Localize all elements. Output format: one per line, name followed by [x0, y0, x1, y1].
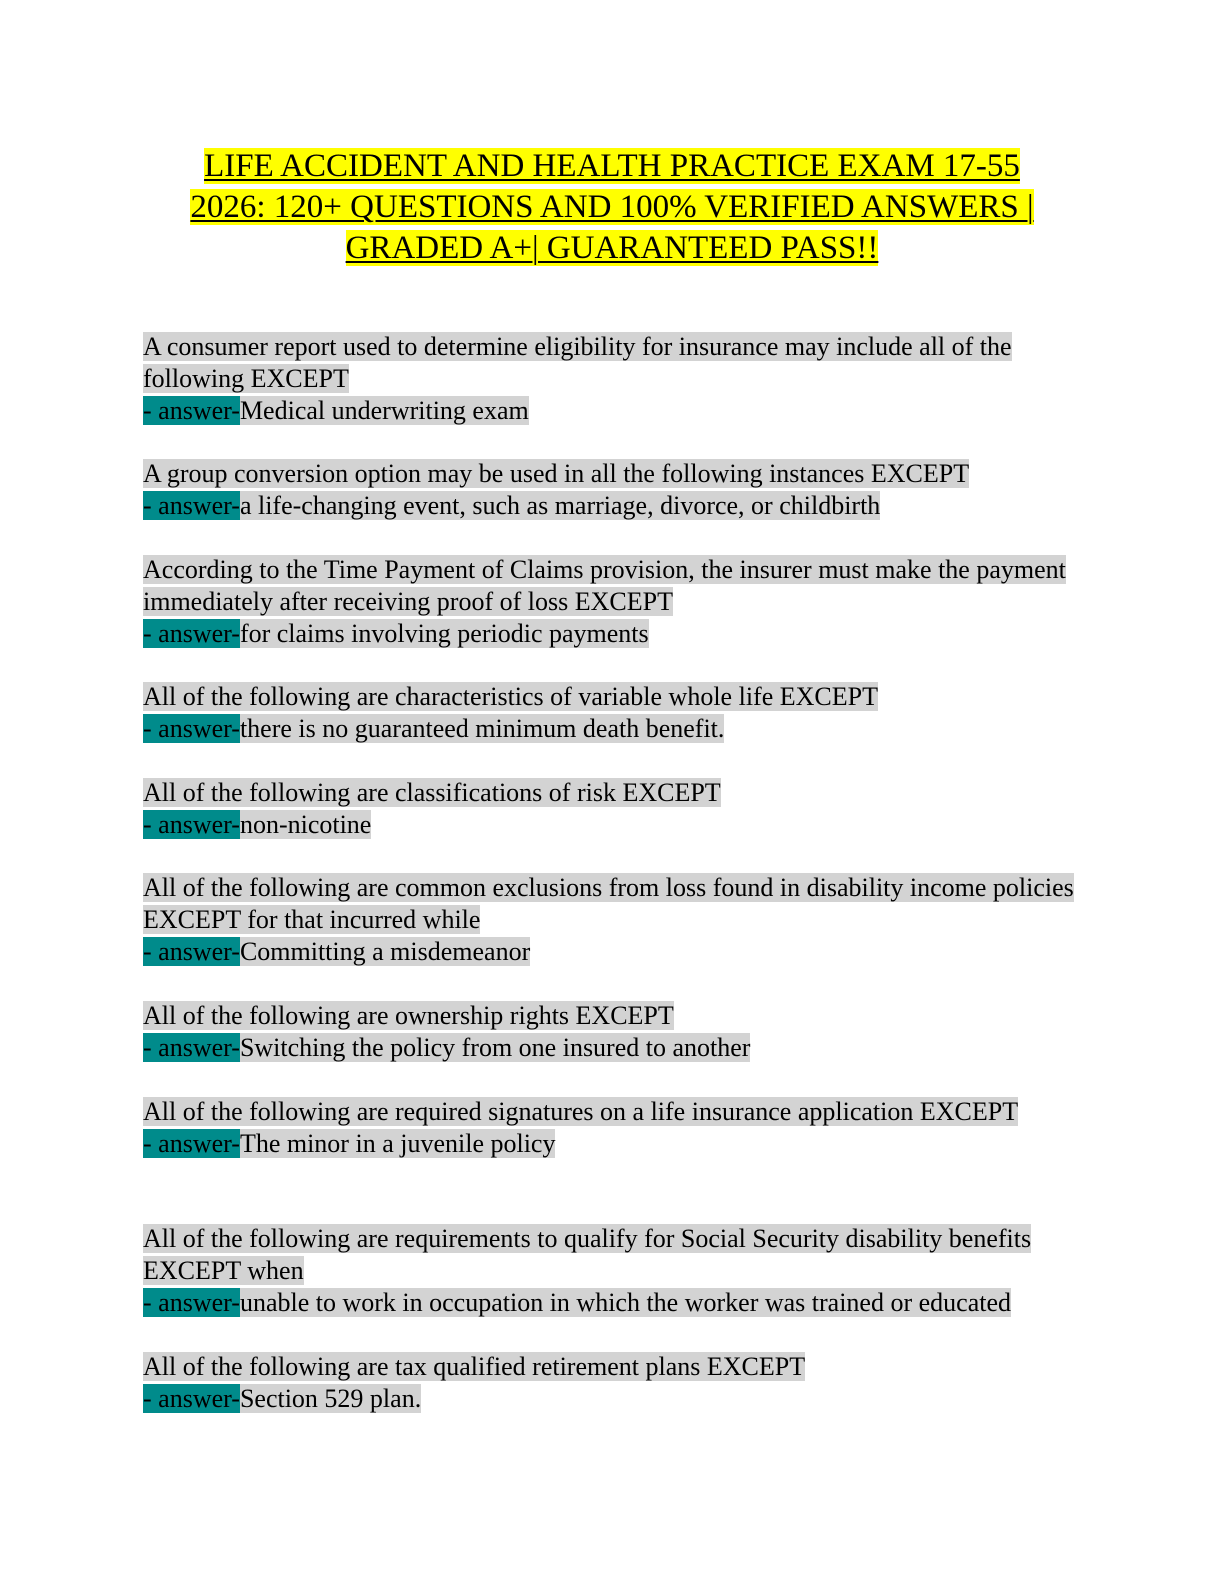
question-text: All of the following are tax qualified retirement plans EXCEPT	[143, 1352, 806, 1381]
qa-item	[143, 681, 1103, 745]
answer-prefix: - answer-	[143, 1384, 240, 1413]
question-text: All of the following are required signatures on a life insurance application EXCEPT	[143, 1097, 1019, 1126]
title-line: LIFE ACCIDENT AND HEALTH PRACTICE EXAM 17-55	[204, 148, 1020, 184]
document-title	[120, 146, 1104, 269]
qa-item	[143, 1351, 1103, 1415]
qa-item	[143, 1000, 1103, 1064]
answer-line	[143, 618, 1103, 650]
answer-prefix: - answer-	[143, 937, 240, 966]
qa-item	[143, 554, 1103, 650]
answer-text: non-nicotine	[239, 810, 372, 839]
answer-text: for claims involving periodic payments	[239, 619, 649, 648]
answer-prefix: - answer-	[143, 714, 240, 743]
answer-line	[143, 1383, 1103, 1415]
answer-prefix: - answer-	[143, 619, 240, 648]
answer-text: Committing a misdemeanor	[239, 937, 531, 966]
answer-text: Section 529 plan.	[239, 1384, 422, 1413]
qa-item	[143, 872, 1103, 968]
qa-item	[143, 777, 1103, 841]
answer-line	[143, 395, 1103, 427]
answer-line	[143, 809, 1103, 841]
answer-prefix: - answer-	[143, 1288, 240, 1317]
question-text: All of the following are common exclusions from loss found in disability income policies EXCEPT for that incurred while	[143, 873, 1074, 934]
answer-text: The minor in a juvenile policy	[239, 1129, 556, 1158]
answer-text: unable to work in occupation in which the worker was trained or educated	[239, 1288, 1012, 1317]
answer-prefix: - answer-	[143, 396, 240, 425]
answer-line	[143, 1032, 1103, 1064]
answer-text: a life-changing event, such as marriage, divorce, or childbirth	[239, 491, 881, 520]
question-text: All of the following are characteristics of variable whole life EXCEPT	[143, 682, 878, 711]
answer-line	[143, 1287, 1103, 1319]
qa-item	[143, 458, 1103, 522]
question-text: A group conversion option may be used in all the following instances EXCEPT	[143, 459, 970, 488]
answer-text: there is no guaranteed minimum death benefit.	[239, 714, 725, 743]
answer-prefix: - answer-	[143, 1129, 240, 1158]
answer-text: Medical underwriting exam	[239, 396, 529, 425]
answer-text: Switching the policy from one insured to another	[239, 1033, 751, 1062]
question-text: All of the following are ownership rights EXCEPT	[143, 1001, 674, 1030]
answer-line	[143, 1128, 1103, 1160]
qa-item	[143, 331, 1103, 427]
qa-item	[143, 1096, 1103, 1160]
answer-line	[143, 490, 1103, 522]
qa-item	[143, 1223, 1103, 1319]
answer-line	[143, 936, 1103, 968]
answer-prefix: - answer-	[143, 810, 240, 839]
question-text: All of the following are requirements to qualify for Social Security disability benefits EXCEPT when	[143, 1224, 1032, 1285]
answer-prefix: - answer-	[143, 491, 240, 520]
answer-prefix: - answer-	[143, 1033, 240, 1062]
title-line: 2026: 120+ QUESTIONS AND 100% VERIFIED ANSWERS |	[190, 189, 1034, 225]
question-text: According to the Time Payment of Claims provision, the insurer must make the payment immediately after receiving proof of loss EXCEPT	[143, 555, 1066, 616]
answer-line	[143, 713, 1103, 745]
question-text: A consumer report used to determine eligibility for insurance may include all of the following EXCEPT	[143, 332, 1012, 393]
title-line: GRADED A+| GUARANTEED PASS!!	[345, 230, 879, 266]
question-text: All of the following are classifications of risk EXCEPT	[143, 778, 721, 807]
